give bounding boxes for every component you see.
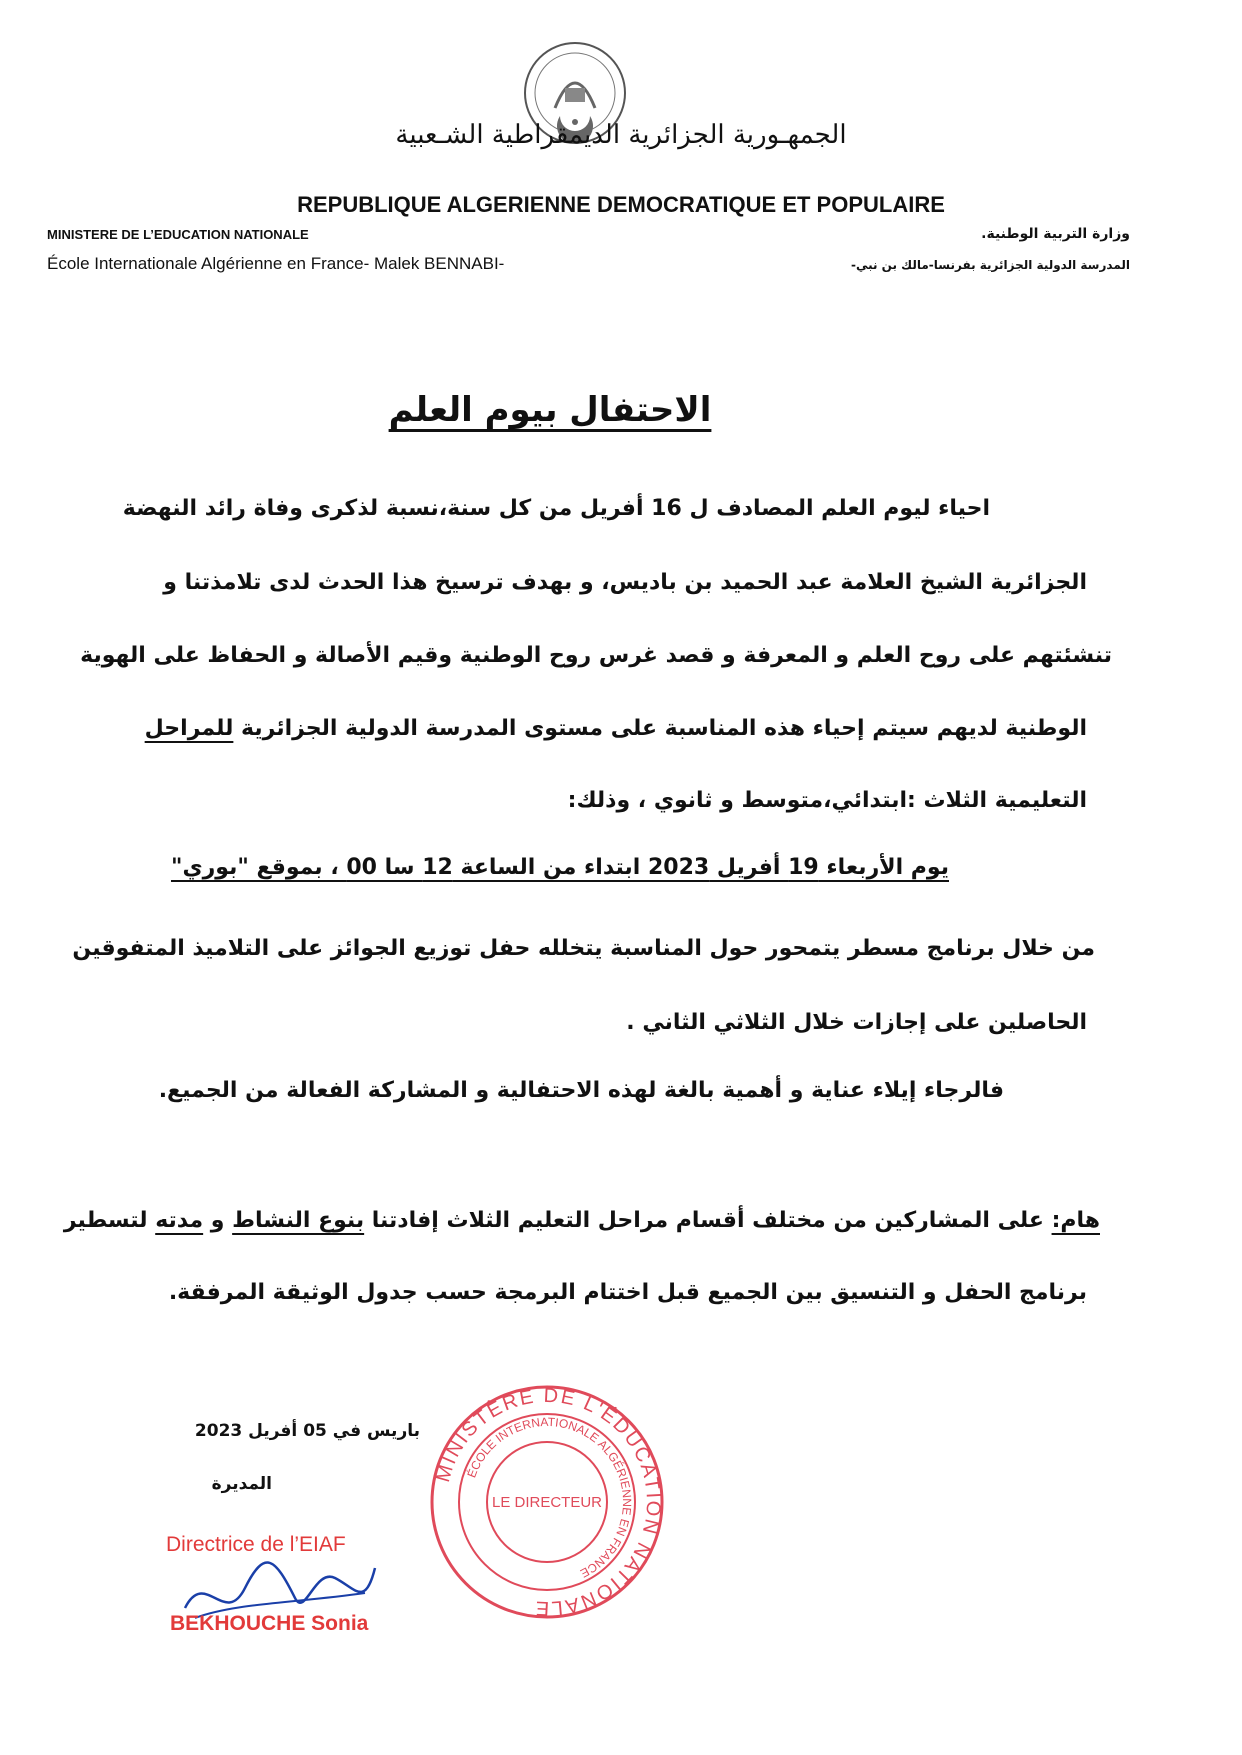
place-and-date: باريس في 05 أفريل 2023: [194, 1421, 420, 1441]
french-school-name: École Internationale Algérienne en France- Malek BENNABI-: [47, 254, 505, 273]
body-line-2: الجزائرية الشيخ العلامة عبد الحميد بن باديس، و بهدف ترسيخ هذا الحدث لدى تلامذتنا و: [163, 570, 1087, 595]
body-line-4-text: الوطنية لديهم سيتم إحياء هذه المناسبة على مستوى المدرسة الدولية الجزائرية: [233, 716, 1087, 741]
role-arabic: المديرة: [211, 1474, 272, 1494]
director-name: BEKHOUCHE Sonia: [170, 1612, 369, 1635]
body-line-7: من خلال برنامج مسطر يتمحور حول المناسبة يتخلله حفل توزيع الجوائز على التلاميذ المتفوقين: [72, 936, 1095, 961]
document-title: الاحتفال بيوم العلم: [388, 390, 712, 430]
arabic-school-name: المدرسة الدولية الجزائرية بفرنسا-مالك بن نبي-: [850, 258, 1130, 272]
svg-text:ÉCOLE INTERNATIONALE ALGÉRIENN: ÉCOLE INTERNATIONALE ALGÉRIENNE EN FRANCE: [464, 1414, 635, 1581]
note-label: هام:: [1051, 1208, 1100, 1233]
note-line: [64, 1208, 1100, 1233]
note-duration: مدته: [155, 1208, 204, 1233]
body-line-4: [145, 716, 1087, 741]
arabic-ministry: وزارة التربية الوطنية.: [981, 226, 1130, 242]
arabic-republic-heading: الجمهـورية الجزائرية الديمقراطية الشـعبية: [395, 120, 847, 150]
body-line-5: التعليمية الثلاث :ابتدائي،متوسط و ثانوي ، وذلك:: [567, 788, 1087, 813]
body-line-1: احياء ليوم العلم المصادف ل 16 أفريل من كل سنة،نسبة لذكرى وفاة رائد النهضة: [122, 496, 990, 521]
official-stamp: [427, 1382, 667, 1622]
body-line-9: فالرجاء إيلاء عناية و أهمية بالغة لهذه الاحتفالية و المشاركة الفعالة من الجميع.: [158, 1078, 1004, 1103]
french-ministry: MINISTERE DE L’EDUCATION NATIONALE: [47, 227, 309, 242]
svg-text:LE DIRECTEUR: LE DIRECTEUR: [491, 1494, 603, 1511]
note-text-a: على المشاركين من مختلف أقسام مراحل التعليم الثلاث إفادتنا: [364, 1208, 1052, 1233]
body-line-11: برنامج الحفل و التنسيق بين الجميع قبل اختتام البرمجة حسب جدول الوثيقة المرفقة.: [168, 1280, 1087, 1305]
note-activity-type: بنوع النشاط: [232, 1208, 365, 1233]
svg-text:MINISTÈRE DE L'ÉDUCATION NATIO: MINISTÈRE DE L'ÉDUCATION NATIONALE: [431, 1384, 665, 1620]
director-title: Directrice de l’EIAF: [166, 1533, 346, 1556]
note-text-e: لتسطير: [63, 1208, 156, 1233]
note-text-c: و: [203, 1208, 233, 1233]
event-date-line: يوم الأربعاء 19 أفريل 2023 ابتداء من الساعة 12 سا 00 ، بموقع "بوري": [170, 855, 949, 880]
body-line-8: الحاصلين على إجازات خلال الثلاثي الثاني .: [626, 1010, 1087, 1035]
body-line-3: تنشئتهم على روح العلم و المعرفة و قصد غرس روح الوطنية وقيم الأصالة و الحفاظ على الهوية: [80, 643, 1112, 668]
french-republic-heading: REPUBLIQUE ALGERIENNE DEMOCRATIQUE ET POPULAIRE: [297, 192, 945, 217]
body-line-4-underlined: للمراحل: [144, 716, 234, 741]
